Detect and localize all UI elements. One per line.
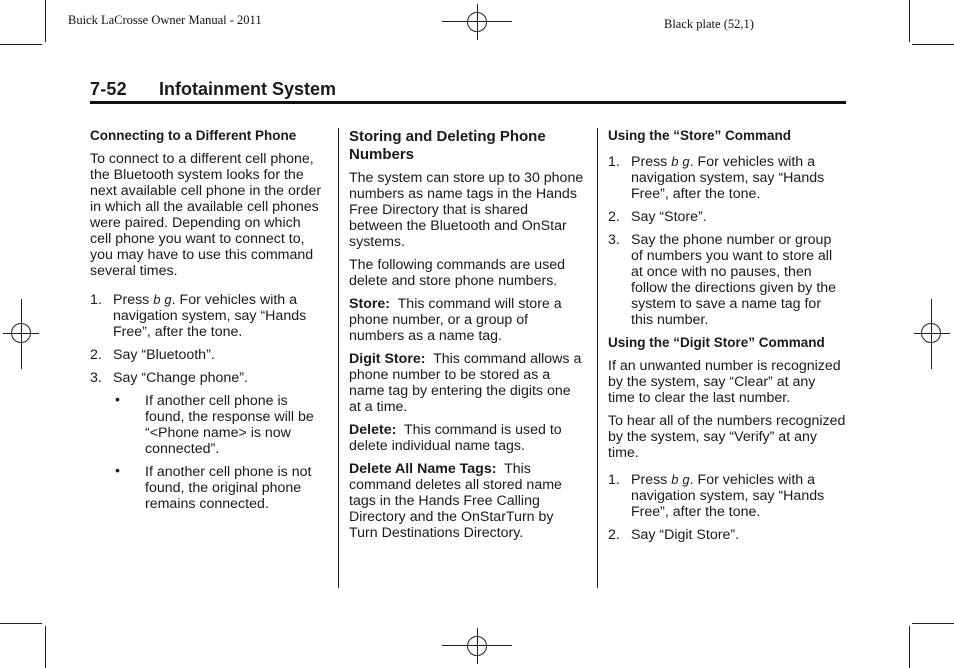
digit-store-heading: Using the “Digit Store” Command xyxy=(608,335,825,350)
list-item: 2. Say “Store”. xyxy=(608,209,707,225)
storing-para-1: The system can store up to 30 phone numbers as name tags in the Hands Free Directory that is shared between the Bluetooth and OnStar systems. xyxy=(349,170,584,250)
phone-icon: b xyxy=(671,154,679,169)
bullet-item: • If another cell phone is found, the response will be “<Phone name> is now connected”. xyxy=(115,392,314,457)
digit-store-para-1: If an unwanted number is recognized by the system, say “Clear” at any time to clear the last number. xyxy=(608,358,841,406)
list-item: 1. Press b g. For vehicles with a navigation system, say “Hands Free”, after the tone. xyxy=(608,154,825,202)
column-2 xyxy=(349,128,585,548)
storing-heading: Storing and Deleting Phone Numbers xyxy=(349,128,546,163)
manual-title: Buick LaCrosse Owner Manual - 2011 xyxy=(68,13,262,27)
page-number: 7-52 xyxy=(90,79,127,99)
phone-icon: b xyxy=(153,292,161,307)
bullet-item: • If another cell phone is not found, the original phone remains connected. xyxy=(115,463,312,512)
bullet-icon: • xyxy=(115,392,120,408)
voice-icon: g xyxy=(682,154,690,169)
list-item: 3. Say the phone number or group of numbers you want to store all at once with no pauses, then follow the directions given by the system to save a name tag for this number. xyxy=(608,232,837,328)
list-item: 3. Say “Change phone”. xyxy=(90,370,248,386)
list-item: 2. Say “Bluetooth”. xyxy=(90,347,215,363)
column-divider-1 xyxy=(338,128,339,588)
storing-para-2: The following commands are used delete and store phone numbers. xyxy=(349,257,566,289)
list-item: 2. Say “Digit Store”. xyxy=(608,527,740,543)
definition-store: Store: This command will store a phone number, or a group of numbers as a name tag. xyxy=(349,296,562,344)
bullet-icon: • xyxy=(115,463,120,479)
column-divider-2 xyxy=(597,128,598,588)
column-1 xyxy=(90,128,325,519)
column-3 xyxy=(608,128,846,550)
section-title: Infotainment System xyxy=(159,79,337,99)
store-command-heading: Using the “Store” Command xyxy=(608,128,792,143)
definition-delete: Delete: This command is used to delete individual name tags. xyxy=(349,422,562,454)
phone-icon: b xyxy=(671,472,679,487)
digit-store-para-2: To hear all of the numbers recognized by the system, say “Verify” at any time. xyxy=(608,413,846,461)
voice-icon: g xyxy=(682,472,690,487)
plate-label: Black plate (52,1) xyxy=(664,17,754,31)
list-item: 1. Press b g. For vehicles with a navigation system, say “Hands Free”, after the tone. xyxy=(608,472,825,520)
voice-icon: g xyxy=(164,292,172,307)
header-rule xyxy=(90,101,846,104)
connecting-intro: To connect to a different cell phone, the Bluetooth system looks for the next available cell phone in the order in which all the available cell phones were paired. Depending on which cell phone you want to connect to, you may have to use this command several times. xyxy=(90,151,322,279)
connecting-heading: Connecting to a Different Phone xyxy=(90,128,297,143)
list-item: 1. Press b g. For vehicles with a navigation system, say “Hands Free”, after the tone. xyxy=(90,292,307,340)
definition-digit-store: Digit Store: This command allows a phone number to be stored as a name tag by entering the digits one at a time. xyxy=(349,351,582,415)
definition-delete-all: Delete All Name Tags: This command deletes all stored name tags in the Hands Free Calling Directory and the OnStarTurn by Turn Destinations Directory. xyxy=(349,461,562,541)
